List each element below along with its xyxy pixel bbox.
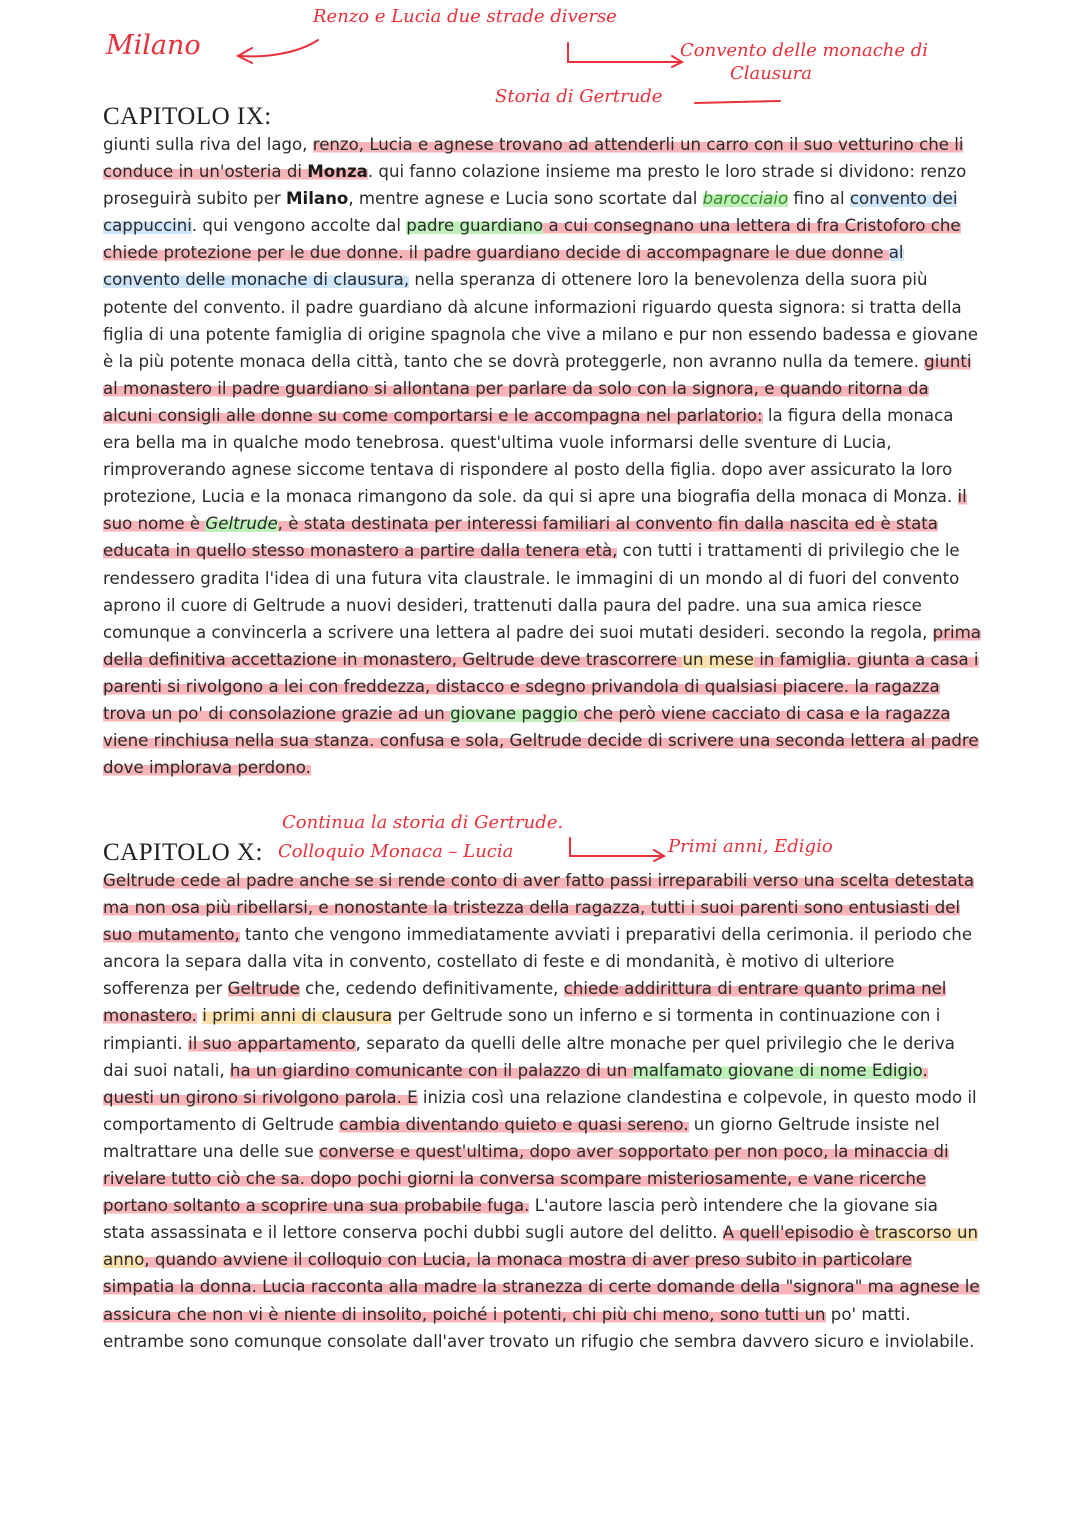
text-segment: , quando avviene il colloquio con Lucia, la monaca mostra di aver preso subito in particolare simpatia la donna. Lucia racconta alla madre la stranezza di certe domande della "signora" ma agnese le assicura che non vi è niente di insolito, poiché i potenti, chi più chi meno, sono tutti un <box>103 1250 980 1324</box>
text-segment: . questi un girono si rivolgono parola. E <box>103 1060 928 1107</box>
underline-storia <box>695 101 780 103</box>
text-segment: , separato da quelli delle altre monache per quel privilegio che le deriva dai suoi natali, <box>103 1033 955 1080</box>
text-segment: il suo appartamento <box>188 1033 356 1053</box>
text-segment: . qui fanno colazione insieme ma presto le loro strade si dividono: renzo proseguirà subito per <box>103 162 967 209</box>
annotation-primi-anni: Primi anni, Edigio <box>668 836 833 857</box>
text-segment: ha un giardino comunicante con il palazzo di un <box>229 1060 633 1080</box>
annotation-storia-gertrude: Storia di Gertrude <box>495 86 663 107</box>
text-segment: chiede addirittura di entrare quanto prima nel monastero. <box>103 979 947 1026</box>
annotation-clausura: Clausura <box>730 63 813 84</box>
text-segment: Milano <box>286 189 349 209</box>
text-segment: Geltrude <box>205 514 278 534</box>
text-segment: converse e quest'ultima, dopo aver sopportato per non poco, la minaccia di rivelare tutto ciò che sa. dopo pochi giorni la conversa scompare misteriosamente, e vane ricerche portano soltanto a scoprire una sua probabile fuga. <box>103 1141 949 1216</box>
text-segment: nella speranza di ottenere loro la benevolenza della suora più potente del convento. il padre guardiano dà alcune informazioni riguardo questa signora: si tratta della figlia di una potente famiglia di origine spagnola che vive a milano e pur non essendo badessa e giovane è la più potente monaca della città, tanto che se dovrà proteggerle, non avranno nulla da temere. <box>103 270 978 371</box>
text-segment: inizia così una relazione clandestina e colpevole, in questo modo il comportamento di Geltrude <box>103 1087 977 1134</box>
text-segment: , mentre agnese e Lucia sono scortate dal <box>348 189 703 209</box>
text-segment: , è stata destinata per interessi familiari al convento fin dalla nascita ed è stata educata in quello stesso monastero a partire dalla tenera età, <box>103 514 938 561</box>
annotation-milano: Milano <box>106 30 201 61</box>
chapter-10-paragraph <box>103 867 983 1355</box>
text-segment: trascorso un anno <box>103 1223 979 1270</box>
chapter-9-paragraph <box>103 131 983 781</box>
text-segment: L'autore lascia però intendere che la giovane sia stata assassinata e il lettore conserva pochi dubbi sugli autore del delitto. <box>103 1196 938 1243</box>
text-segment: po' matti. entrambe sono comunque consolate dall'aver trovato un rifugio che sembra davvero sicuro e inviolabile. <box>103 1304 975 1351</box>
text-segment: prima della definitiva accettazione in monastero, Geltrude deve trascorrere <box>103 622 981 669</box>
chapter-10-heading: CAPITOLO X: <box>103 839 263 866</box>
text-segment: i primi anni di clausura <box>202 1006 393 1026</box>
annotation-continua: Continua la storia di Gertrude. <box>282 812 564 833</box>
text-segment: Geltrude <box>227 979 300 999</box>
chapter-10-text <box>103 867 983 1355</box>
text-segment: Geltrude cede al padre anche se si rende conto di aver fatto passi irreparabili verso una scelta detestata ma non osa più ribellarsi, e nonostante la tristezza della ragazza, tutti i suoi parenti sono entusiasti del suo mutamento, <box>103 871 975 945</box>
arrow-to-primi-anni <box>570 838 662 856</box>
text-segment: a cui consegnano una lettera di fra Cristoforo che chiede protezione per le due donne. il padre guardiano decide di accompagnare le due donne <box>103 216 961 263</box>
text-segment: un mese <box>682 649 754 669</box>
text-segment: giunti al monastero il padre guardiano si allontana per parlare da solo con la signora, e quando ritorna da alcuni consigli alle donne su come comportarsi e le accompagna nel parlatorio: <box>103 351 972 425</box>
text-segment: fino al <box>788 189 850 209</box>
text-segment: per Geltrude sono un inferno e si tormenta in continuazione con i rimpianti. <box>103 1006 941 1053</box>
text-segment: convento dei cappuccini <box>103 189 958 236</box>
chapter-9-heading: CAPITOLO IX: <box>103 103 272 130</box>
text-segment: . qui vengono accolte dal <box>191 216 407 236</box>
text-segment: che però viene cacciato di casa e la ragazza viene rinchiusa nella sua stanza. confusa e sola, Geltrude decide di scrivere una seconda lettera al padre dove implorava perdono. <box>103 703 979 778</box>
text-segment: tanto che vengono immediatamente avviati i preparativi della cerimonia. il periodo che ancora la separa dalla vita in convento, costellato di feste e di mondanità, è motivo di ulteriore sofferenza per <box>103 925 973 999</box>
text-segment: che, cedendo definitivamente, <box>299 979 564 999</box>
text-segment: Monza <box>307 162 368 182</box>
annotation-colloquio: Colloquio Monaca – Lucia <box>278 841 514 862</box>
text-segment: giunti sulla riva del lago, <box>103 135 313 154</box>
text-segment: la figura della monaca era bella ma in qualche modo tenebrosa. quest'ultima vuole informarsi delle sventure di Lucia, rimproverando agnese siccome tentava di rispondere al posto della figlia. dopo aver assicurato la loro protezione, Lucia e la monaca rimangono da sole. da qui si apre una biografia della monaca di Monza. <box>103 405 958 507</box>
text-segment: giovane paggio <box>450 703 578 723</box>
text-segment: un giorno Geltrude insiste nel maltrattare una delle sue <box>103 1114 940 1161</box>
annotation-renzo-lucia: Renzo e Lucia due strade diverse <box>313 6 617 27</box>
text-segment: cambia diventando quieto e quasi sereno. <box>339 1114 689 1134</box>
annotation-convento: Convento delle monache di <box>680 40 929 61</box>
text-segment: con tutti i trattamenti di privilegio che le rendessero gradita l'idea di una futura vita claustrale. le immagini di un mondo al di fuori del convento aprono il cuore di Geltrude a nuovi desideri, trattenuti dalla paura del padre. una sua amica riesce comunque a convincerla a scrivere una lettera al padre dei suoi mutati desideri. secondo la regola, <box>103 541 960 642</box>
arrow-to-convento <box>568 43 680 62</box>
text-segment: il suo nome è <box>103 487 967 534</box>
text-segment: in famiglia. giunta a casa i parenti si rivolgono a lei con freddezza, distacco e sdegno privandola di qualsiasi piacere. la ragazza trova un po' di consolazione grazie ad un <box>103 649 979 723</box>
text-segment: malfamato giovane di nome Edigio <box>632 1060 923 1080</box>
chapter-9-text <box>103 131 983 781</box>
text-segment: renzo, Lucia e agnese trovano ad attenderli un carro con il suo vetturino che li conduce in un'osteria di <box>103 135 964 182</box>
text-segment: A quell'episodio è <box>722 1223 875 1243</box>
text-segment: barocciaio <box>702 189 789 209</box>
text-segment: padre guardiano <box>406 216 544 236</box>
text-segment: al convento delle monache di clausura, <box>103 243 904 290</box>
